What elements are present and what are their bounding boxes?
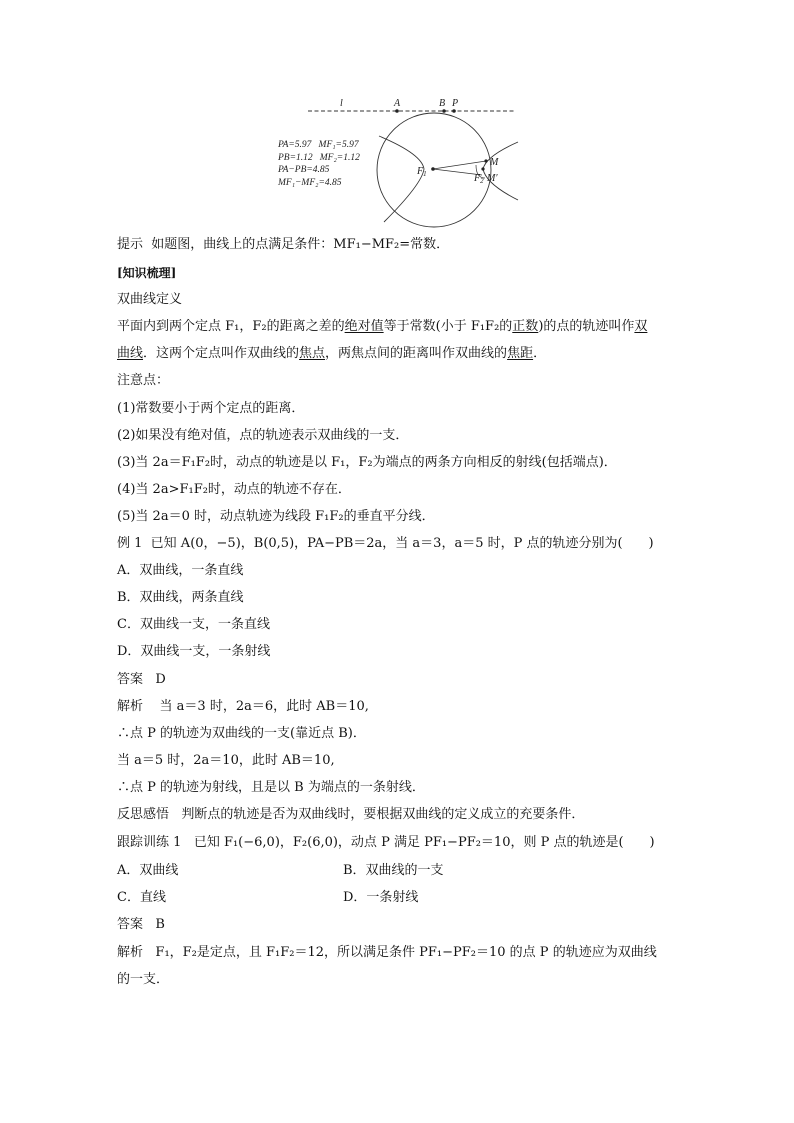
- def-text: ，两焦点间的距离叫作双曲线的: [325, 346, 508, 361]
- practice1-analysis-2: 的一支．: [117, 972, 170, 987]
- stat-line: PA−PB=4.85: [278, 165, 330, 175]
- option-A: A．双曲线，一条直线: [117, 563, 244, 578]
- def-text: )的点的轨迹叫作: [538, 319, 635, 334]
- answer-label: 答案: [117, 672, 144, 687]
- reflection: [117, 806, 584, 824]
- note-item: (3)当 2a＝F₁F₂时，动点的轨迹是以 F₁，F₂为端点的两条方向相反的射线(包括端点)．: [117, 455, 617, 470]
- def-text: 等于常数(小于 F₁F₂的: [383, 319, 513, 334]
- option-C: C．双曲线一支，一条直线: [117, 617, 270, 632]
- def-underline: 正数: [512, 319, 539, 334]
- hyperbola-left-branch: [379, 136, 424, 222]
- practice-option-A: A．双曲线: [117, 863, 179, 878]
- def-underline: 焦距: [507, 346, 534, 361]
- practice1-analysis-1: [117, 944, 657, 962]
- practice-option-B: B．双曲线的一支: [343, 863, 444, 878]
- def-text: ．这两个定点叫作双曲线的: [143, 346, 300, 361]
- analysis-label: 解析: [117, 699, 144, 714]
- example-label: 例 1: [117, 536, 143, 551]
- hyperbola-right-branch: [483, 142, 518, 200]
- option-B: B．双曲线，两条直线: [117, 590, 244, 605]
- segment-F1M: [433, 161, 486, 169]
- def-underline: 双: [634, 319, 648, 334]
- answer-value: D: [155, 672, 166, 687]
- example1-analysis-3: 当 a＝5 时，2a＝10，此时 AB＝10,: [117, 753, 335, 768]
- knowledge-heading: [知识梳理]: [117, 266, 177, 280]
- example1-analysis-1: [117, 698, 369, 716]
- analysis-text: 当 a＝3 时，2a＝6，此时 AB＝10,: [159, 699, 369, 714]
- practice1-answer: [117, 916, 165, 934]
- practice-text: 已知 F₁(−6,0)，F₂(6,0)，动点 P 满足 PF₁−PF₂＝10，则 P 点的轨迹是( ): [193, 835, 655, 850]
- practice-option-D: D．一条射线: [343, 890, 419, 905]
- figure-stats: [278, 139, 360, 189]
- example1-answer: [117, 671, 166, 689]
- point-F1: [431, 167, 435, 171]
- reflection-text: 判断点的轨迹是否为双曲线时，要根据双曲线的定义成立的充要条件．: [181, 807, 585, 822]
- practice-label: 跟踪训练 1: [117, 835, 182, 850]
- def-underline: 绝对值: [344, 319, 384, 334]
- practice1-question: [117, 834, 655, 852]
- label-A: A: [394, 98, 401, 109]
- definition-line-2: [117, 345, 546, 363]
- note-item: (5)当 2a＝0 时，动点轨迹为线段 F₁F₂的垂直平分线．: [117, 509, 435, 524]
- note-item: (2)如果没有绝对值，点的轨迹表示双曲线的一支．: [117, 428, 409, 443]
- label-M: M: [490, 157, 499, 168]
- answer-label: 答案: [117, 917, 144, 932]
- option-D: D．双曲线一支，一条射线: [117, 644, 271, 659]
- label-Mprime: M′: [487, 173, 498, 184]
- practice-option-C: C．直线: [117, 890, 166, 905]
- answer-value: B: [155, 917, 165, 932]
- reflection-label: 反思感悟: [117, 807, 170, 822]
- note-item: (1)常数要小于两个定点的距离．: [117, 401, 305, 416]
- label-l: l: [340, 98, 343, 109]
- point-M: [484, 159, 487, 162]
- def-underline: 焦点: [299, 346, 326, 361]
- example1-analysis-2: ∴点 P 的轨迹为双曲线的一支(靠近点 B)．: [117, 726, 366, 741]
- definition-line-1: [117, 318, 647, 336]
- example1-question: [117, 535, 654, 553]
- label-P: P: [452, 98, 459, 109]
- analysis-text: F₁，F₂是定点，且 F₁F₂＝12，所以满足条件 PF₁−PF₂＝10 的点 P 的轨迹应为双曲线: [155, 945, 657, 960]
- analysis-label: 解析: [117, 945, 144, 960]
- def-text: 平面内到两个定点 F₁，F₂的距离之差的: [117, 319, 345, 334]
- stat-line: PA=5.97 MF₁=5.97: [278, 140, 359, 150]
- stat-line: PB=1.12 MF₂=1.12: [278, 152, 360, 163]
- hint-line: [117, 236, 449, 254]
- def-underline: 曲线: [117, 346, 144, 361]
- label-F2: $F_2$: [474, 173, 484, 185]
- label-B: B: [439, 98, 446, 109]
- label-F1: $F_1$: [417, 166, 427, 178]
- point-A: [395, 109, 399, 113]
- definition-heading: 双曲线定义: [117, 292, 183, 307]
- point-B: [442, 109, 446, 113]
- point-P: [452, 109, 456, 113]
- notes-title: 注意点：: [117, 373, 170, 388]
- example1-analysis-4: ∴点 P 的轨迹为射线，且是以 B 为端点的一条射线．: [117, 780, 425, 795]
- example-text: 已知 A(0，−5)，B(0,5)，PA−PB＝2a，当 a＝3，a＝5 时，P 点的轨迹分别为( ): [150, 536, 654, 551]
- note-item: (4)当 2a>F₁F₂时，动点的轨迹不存在．: [117, 482, 351, 497]
- stat-line: MF₁−MF₂=4.85: [278, 177, 342, 188]
- hint-text: 如题图，曲线上的点满足条件：MF₁−MF₂=常数．: [151, 237, 450, 252]
- hint-label: 提示: [117, 237, 144, 252]
- point-F2: [481, 167, 484, 170]
- def-text: ．: [533, 346, 547, 361]
